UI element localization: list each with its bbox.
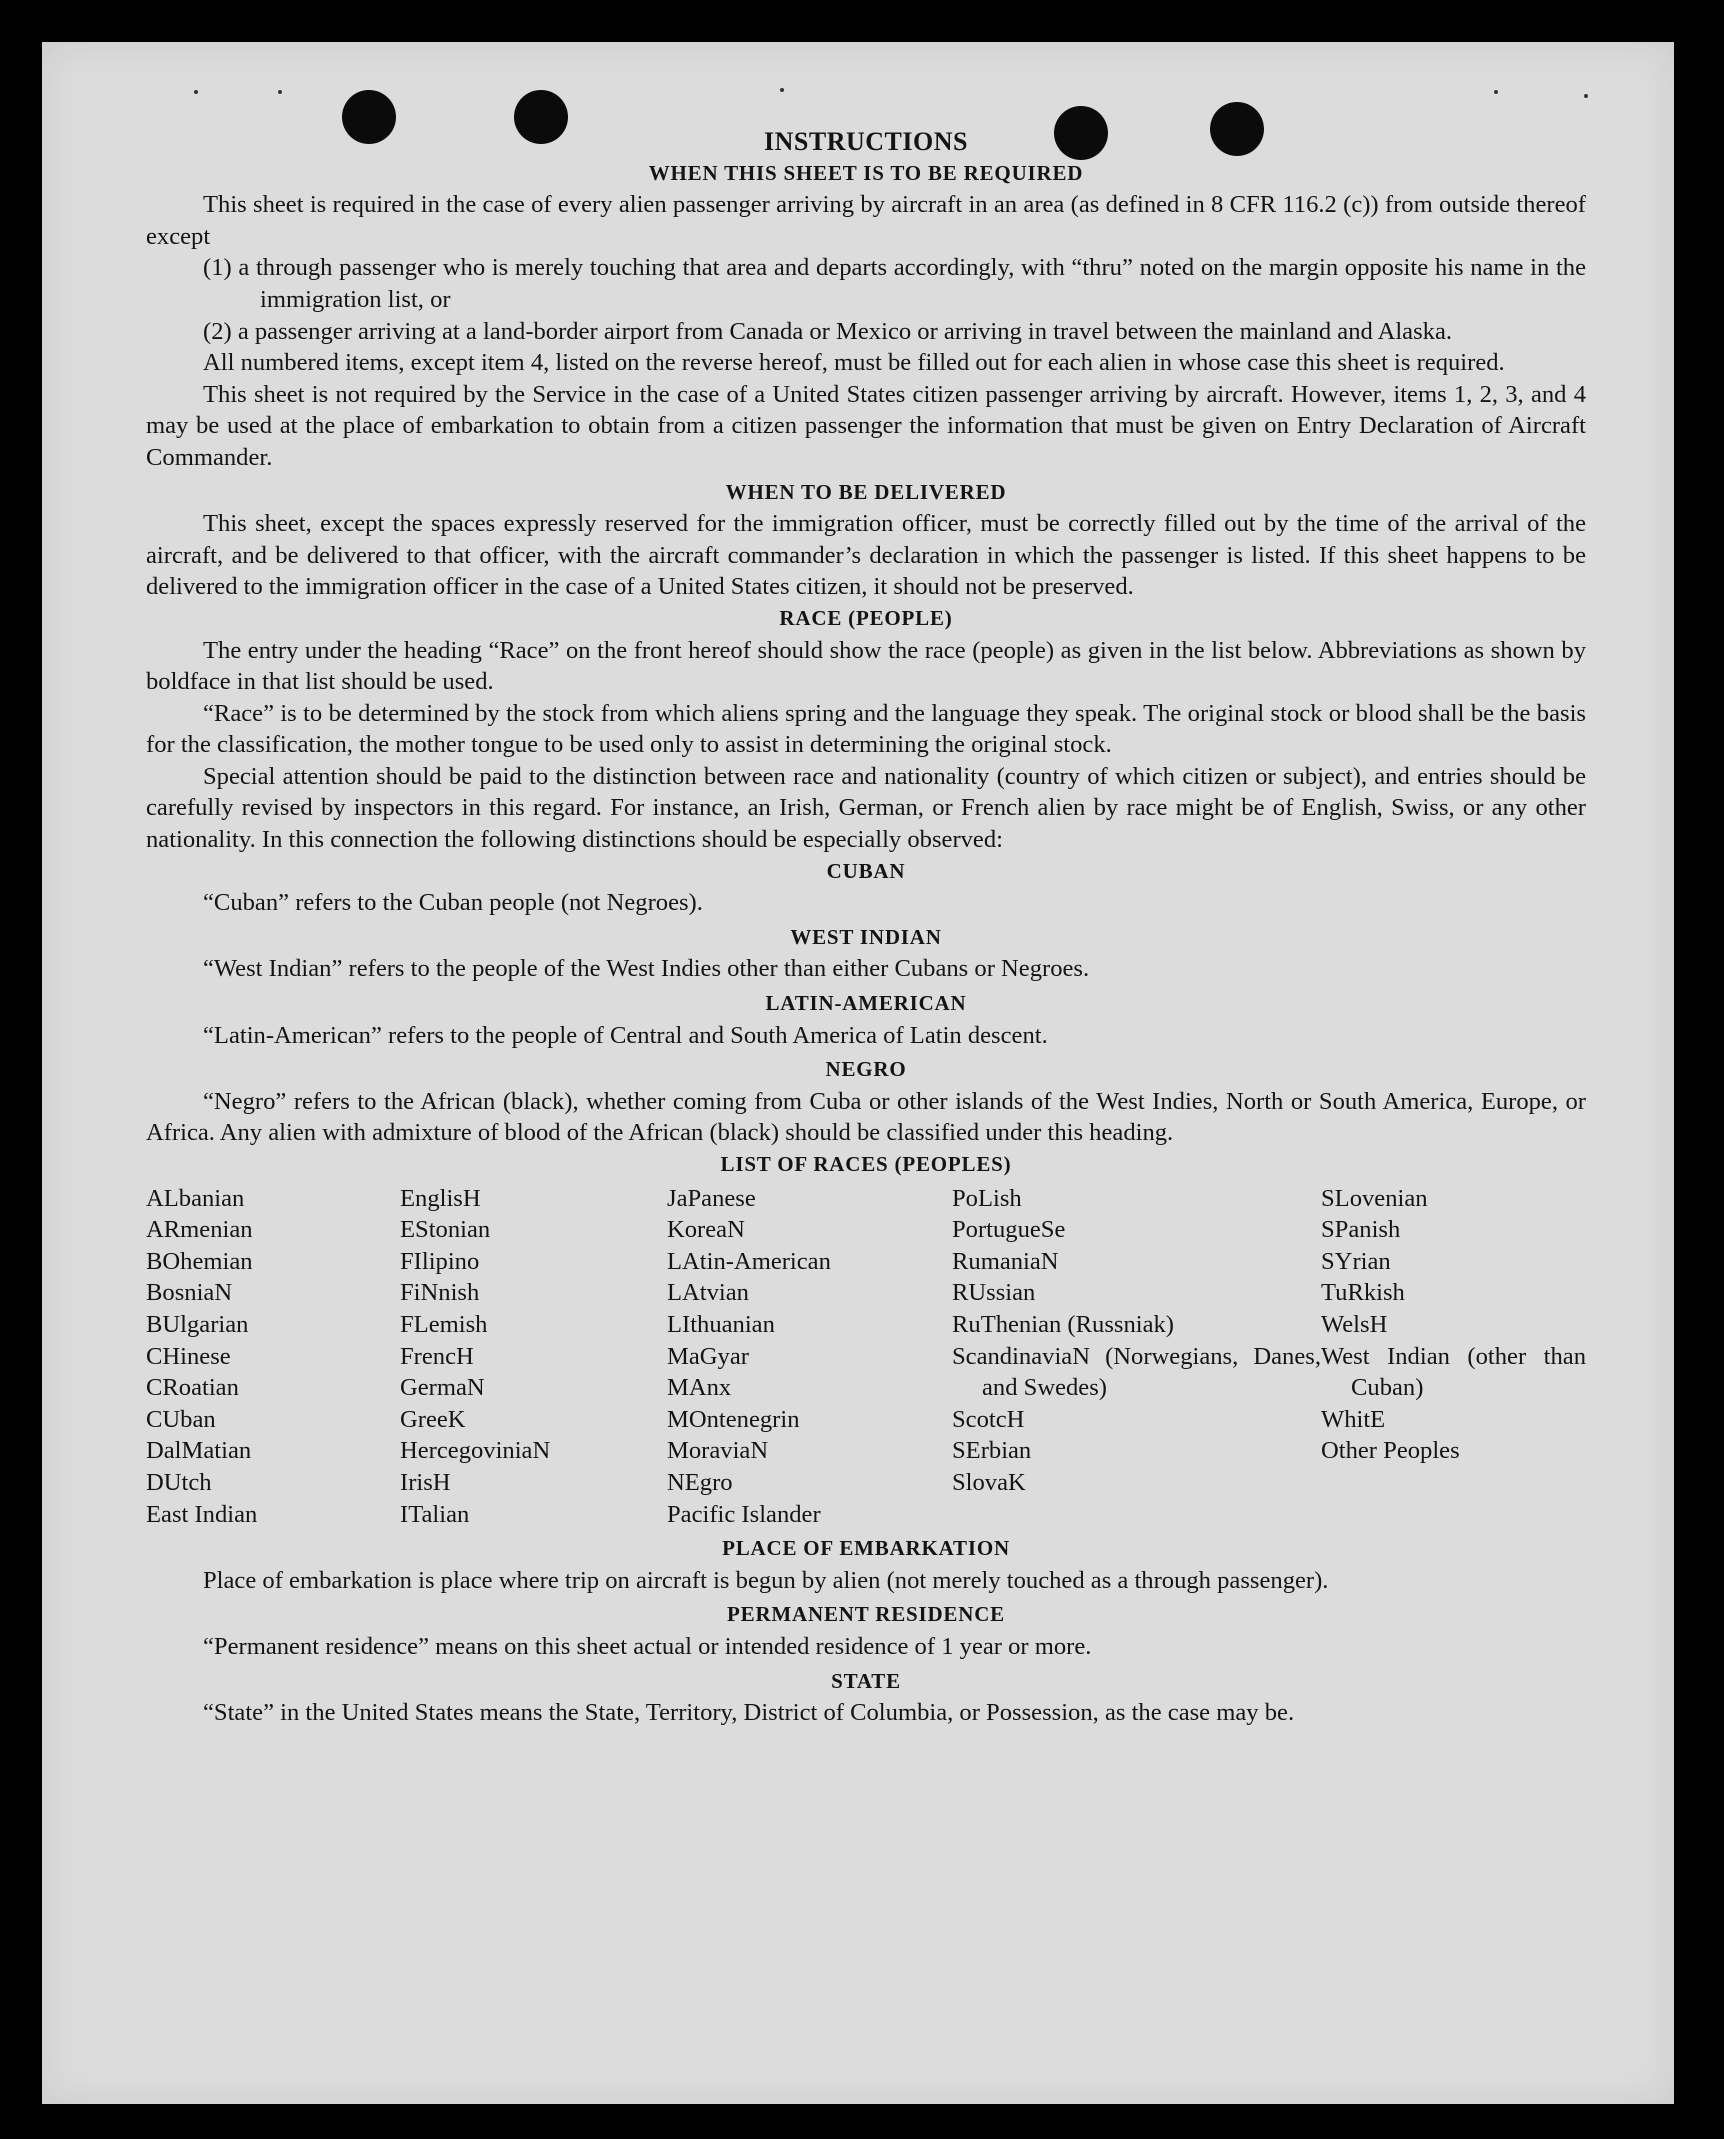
when-required-para-2: All numbered items, except item 4, listed on the reverse hereof, must be filled out for each alien in whose case this sheet is required. [203,349,1505,377]
when-delivered-text: This sheet, except the spaces expressly reserved for the immigration officer, must be correctly filled out by the time of the arrival of the aircraft, and be delivered to that officer, with the aircraft commander’s declaration in which the passenger is listed. If this sheet happens to be delivered to the immigration officer in the case of a United States citizen, it should not be preserved. [146,510,1586,601]
heading-race: RACE (PEOPLE) [779,605,953,630]
dust-speck [278,90,282,94]
race-entry: West Indian (other than Cuban) [1321,1342,1586,1402]
race-entry: GreeK [400,1405,466,1433]
cuban-text: “Cuban” refers to the Cuban people (not Negroes). [203,889,703,917]
race-column-4 [952,1183,1321,1531]
state-text: “State” in the United States means the State, Territory, District of Columbia, or Possession, as the case may be. [203,1699,1295,1727]
race-entry: MOntenegrin [667,1405,800,1433]
race-entry: GermaN [400,1374,485,1402]
permanent-residence-text: “Permanent residence” means on this sheet actual or intended residence of 1 year or more. [203,1632,1092,1660]
heading-cuban: CUBAN [826,858,906,883]
race-entry: WhitE [1321,1405,1386,1433]
race-column-2 [400,1183,667,1531]
page-title: INSTRUCTIONS [764,127,968,156]
race-entry: East Indian [146,1500,258,1528]
race-entry: SErbian [952,1437,1032,1465]
race-entry: FIlipino [400,1247,480,1275]
race-entry: EnglisH [400,1184,481,1212]
race-entry: EStonian [400,1216,491,1244]
race-entry: PortugueSe [952,1216,1066,1244]
race-entry: FLemish [400,1310,488,1338]
race-entry: ITalian [400,1500,470,1528]
race-para-3: Special attention should be paid to the distinction between race and nationality (country of which citizen or subject), and entries should be carefully revised by inspectors in this regard. For instance, an Irish, German, or French alien by race might be of English, Swiss, or any other nationality. In this connection the following distinctions should be especially observed: [146,762,1586,854]
heading-when-required: WHEN THIS SHEET IS TO BE REQUIRED [648,160,1084,185]
race-entry: Pacific Islander [667,1500,821,1528]
race-entry: BOhemian [146,1247,253,1275]
race-entry: RuThenian (Russniak) [952,1310,1174,1338]
embarkation-text: Place of embarkation is place where trip on aircraft is begun by alien (not merely touched as a through passenger). [203,1566,1329,1594]
race-column-1 [146,1183,400,1531]
race-entry: MaGyar [667,1342,749,1370]
instructions-content [146,122,1586,1729]
race-entry: ScotcH [952,1405,1025,1433]
race-para-1: The entry under the heading “Race” on the front hereof should show the race (people) as given in the list below. Abbreviations as shown by boldface in that list should be used. [146,636,1586,696]
dust-speck [1584,94,1588,98]
race-entry: MAnx [667,1374,732,1402]
race-entry: IrisH [400,1468,451,1496]
race-entry: CUban [146,1405,216,1433]
race-entry: SlovaK [952,1468,1026,1496]
heading-west-indian: WEST INDIAN [790,924,942,949]
race-entry: ALbanian [146,1184,245,1212]
dust-speck [780,88,784,92]
race-entry: MoraviaN [667,1437,769,1465]
west-indian-text: “West Indian” refers to the people of the West Indies other than either Cubans or Negroes. [203,955,1090,983]
race-para-2: “Race” is to be determined by the stock from which aliens spring and the language they speak. The original stock or blood shall be the basis for the classification, the mother tongue to be used only to assist in determining the original stock. [146,699,1586,759]
race-entry: RUssian [952,1279,1036,1307]
race-entry: SYrian [1321,1247,1391,1275]
race-entry: LIthuanian [667,1310,775,1338]
race-entry: CRoatian [146,1374,239,1402]
race-entry: LAtin-American [667,1247,831,1275]
race-entry: PoLish [952,1184,1022,1212]
race-entry: SLovenian [1321,1184,1428,1212]
race-entry: ScandinaviaN (Norwegians, Danes, and Swedes) [952,1342,1321,1402]
exception-item-1: (1) a through passenger who is merely touching that area and departs accordingly, with “thru” noted on the margin opposite his name in the immigration list, or [203,254,1586,313]
heading-when-delivered: WHEN TO BE DELIVERED [725,479,1007,504]
race-column-5 [1321,1183,1586,1531]
race-entry: CHinese [146,1342,231,1370]
when-required-para-3: This sheet is not required by the Service in the case of a United States citizen passenger arriving by aircraft. However, items 1, 2, 3, and 4 may be used at the place of embarkation to obtain from a citizen passenger the information that must be given on Entry Declaration of Aircraft Commander. [146,380,1586,471]
race-entry: SPanish [1321,1216,1401,1244]
race-entry: RumaniaN [952,1247,1059,1275]
heading-embarkation: PLACE OF EMBARKATION [722,1536,1010,1561]
negro-text: “Negro” refers to the African (black), whether coming from Cuba or other islands of the West Indies, North or South America, Europe, or Africa. Any alien with admixture of blood of the African (black) should be classified under this heading. [146,1087,1586,1147]
race-list-table [146,1183,1586,1531]
race-entry: ARmenian [146,1216,253,1244]
when-required-intro: This sheet is required in the case of every alien passenger arriving by aircraft in an area (as defined in 8 CFR 116.2 (c)) from outside thereof except [146,191,1586,250]
dust-speck [1494,90,1498,94]
heading-list-of-races: LIST OF RACES (PEOPLES) [720,1152,1012,1176]
race-entry: BUlgarian [146,1310,249,1338]
race-entry: KoreaN [667,1216,745,1244]
race-entry: JaPanese [667,1184,756,1212]
heading-latin-american: LATIN-AMERICAN [765,991,967,1016]
race-entry: Other Peoples [1321,1437,1460,1465]
race-entry: FiNnish [400,1279,480,1307]
race-entry: HercegoviniaN [400,1437,551,1465]
race-entry: DUtch [146,1468,212,1496]
exception-item-2: (2) a passenger arriving at a land-border airport from Canada or Mexico or arriving in travel between the mainland and Alaska. [203,317,1453,345]
race-entry: NEgro [667,1468,733,1496]
latin-american-text: “Latin-American” refers to the people of Central and South America of Latin descent. [203,1021,1048,1049]
dust-speck [194,90,198,94]
race-entry: WelsH [1321,1310,1388,1338]
race-column-3 [667,1183,952,1531]
heading-permanent-residence: PERMANENT RESIDENCE [727,1602,1005,1627]
document-sheet [42,42,1674,2104]
heading-state: STATE [831,1668,901,1693]
race-entry: FrencH [400,1342,474,1370]
race-entry: TuRkish [1321,1279,1405,1307]
race-entry: DalMatian [146,1437,252,1465]
heading-negro: NEGRO [825,1057,907,1082]
race-entry: LAtvian [667,1279,749,1307]
race-entry: BosniaN [146,1279,233,1307]
